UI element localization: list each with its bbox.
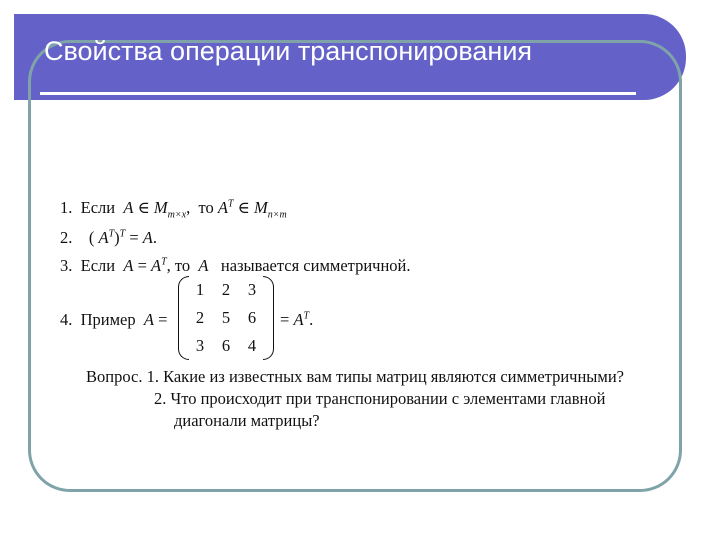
equals: = (280, 310, 290, 329)
text-if: Если (80, 198, 116, 217)
text-then: то (198, 198, 214, 217)
matrix-cell: 6 (247, 308, 257, 327)
matrix-A: A (143, 310, 154, 329)
matrix-A: A (293, 310, 304, 329)
comma: , (186, 198, 191, 217)
matrix-A: A (123, 256, 134, 275)
property-4-label (60, 310, 167, 330)
matrix-cell: 4 (247, 336, 257, 355)
equals: = (137, 256, 147, 275)
equals: = (158, 310, 168, 329)
matrix-A: A (98, 228, 109, 247)
slide-title: Свойства операции транспонирования (44, 36, 533, 66)
matrix-cell: 3 (195, 336, 205, 355)
item-number: 3. (60, 256, 73, 275)
item-number: 4. (60, 310, 73, 329)
transpose-sup: T (108, 228, 115, 240)
element-of: ∈ (137, 198, 150, 217)
equals: = (129, 228, 139, 247)
transpose-sup: T (119, 228, 126, 240)
text-then: , то (166, 256, 191, 275)
transpose-sup: T (227, 198, 234, 210)
property-4-result (280, 310, 313, 330)
matrix-A: A (217, 198, 228, 217)
matrix-cell: 1 (195, 280, 205, 299)
matrix-A: A (198, 256, 209, 275)
matrix-A: A (123, 198, 134, 217)
text-example: Пример (80, 310, 136, 329)
text-if: Если (80, 256, 116, 275)
property-3 (60, 256, 411, 276)
question-line-2: 2. Что происходит при транспонировании с элементами главной (154, 389, 606, 408)
matrix-cell: 5 (221, 308, 231, 327)
matrix-paren-right (263, 276, 274, 360)
matrix-cell: 2 (221, 280, 231, 299)
set-M: M (253, 198, 268, 217)
example-matrix (178, 276, 274, 360)
transpose-sup: T (303, 310, 310, 322)
item-number: 2. (60, 228, 73, 247)
paren-right: ) (114, 228, 120, 247)
matrix-A: A (142, 228, 153, 247)
text-symmetric: называется симметричной. (220, 256, 411, 275)
period: . (152, 228, 157, 247)
matrix-paren-left (178, 276, 189, 360)
element-of: ∈ (237, 198, 250, 217)
question-line-3: диагонали матрицы? (174, 411, 320, 430)
subscript: m×x (167, 209, 187, 221)
matrix-A: A (151, 256, 162, 275)
period: . (309, 310, 314, 329)
question-line-1: Вопрос. 1. Какие из известных вам типы матриц являются симметричными? (86, 367, 624, 386)
transpose-sup: T (161, 256, 167, 268)
property-1 (60, 198, 287, 221)
matrix-cell: 3 (247, 280, 257, 299)
set-M: M (153, 198, 168, 217)
matrix-cell: 6 (221, 336, 231, 355)
item-number: 1. (60, 198, 73, 217)
matrix-cell: 2 (195, 308, 205, 327)
paren-left: ( (88, 228, 95, 247)
property-2 (60, 228, 157, 248)
subscript: n×m (267, 209, 287, 221)
